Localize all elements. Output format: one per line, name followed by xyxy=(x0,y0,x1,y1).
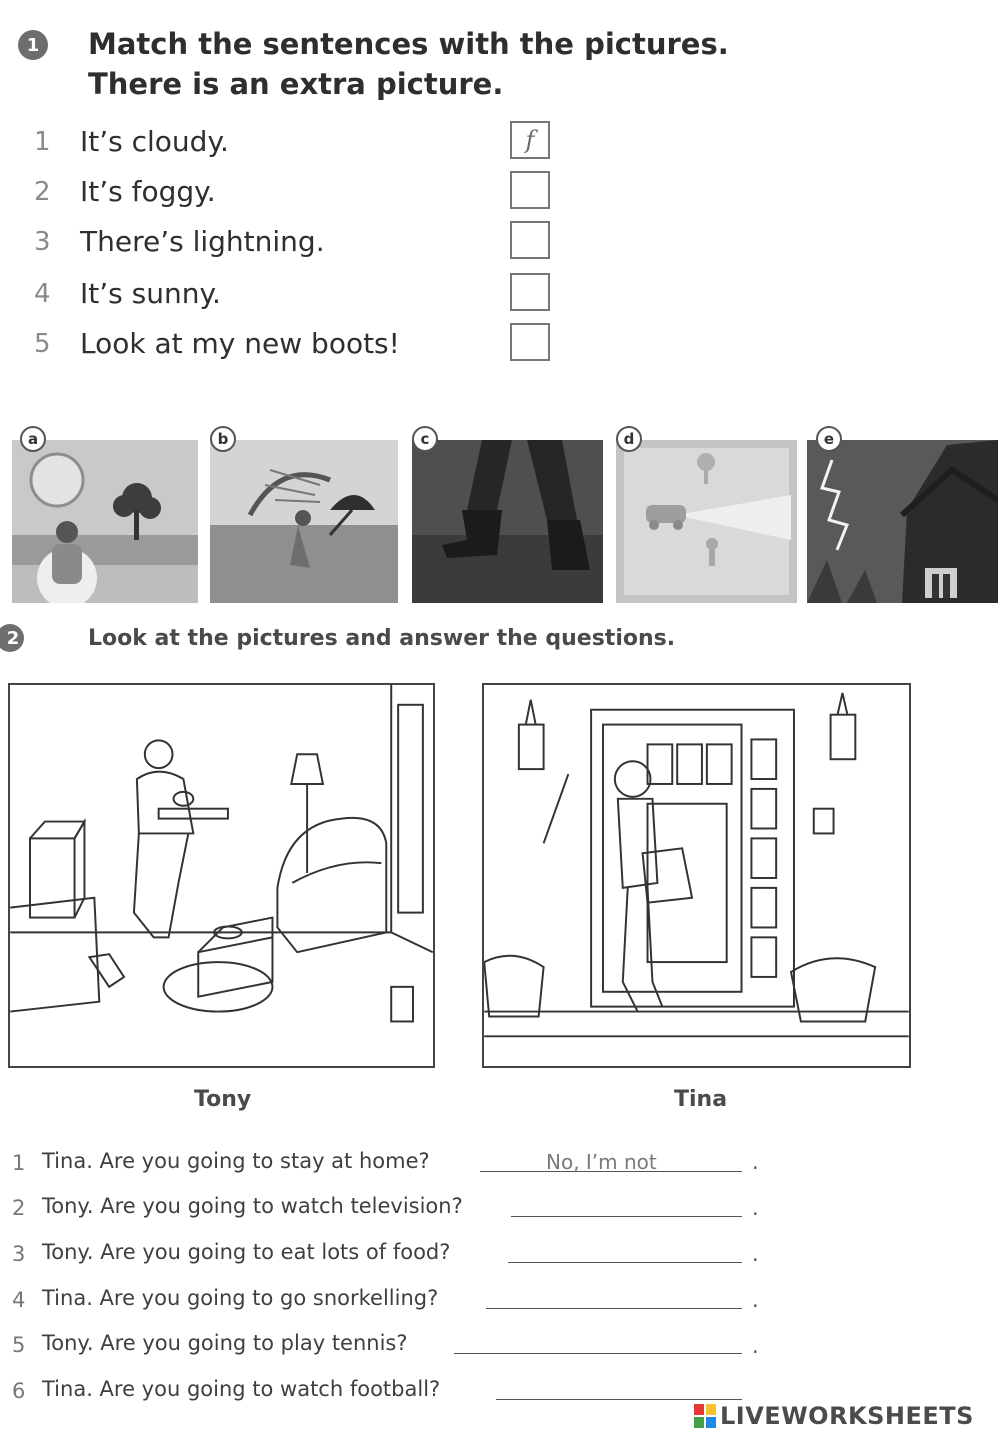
question-5-number: 5 xyxy=(12,1333,26,1357)
picture-e-lightning xyxy=(807,440,998,603)
sentence-3-number: 3 xyxy=(34,227,51,257)
picture-b-windy xyxy=(210,440,398,603)
picture-e-letter: e xyxy=(816,426,842,452)
foggy-road-illustration xyxy=(616,440,797,603)
caption-tina: Tina xyxy=(674,1087,728,1112)
question-6-answer-line[interactable] xyxy=(496,1399,742,1400)
sentence-3-answer-box[interactable] xyxy=(510,221,550,259)
sentence-5-answer-box[interactable] xyxy=(510,323,550,361)
exercise-2-number-badge xyxy=(0,624,24,652)
exercise-1-number-badge xyxy=(18,30,48,60)
tina-front-door-drawing xyxy=(484,685,909,1066)
question-3-text: Tony. Are you going to eat lots of food? xyxy=(42,1240,451,1264)
question-6-text: Tina. Are you going to watch football? xyxy=(42,1377,441,1401)
tony-living-room-scene xyxy=(8,683,435,1068)
liveworksheets-brand[interactable] xyxy=(694,1402,974,1430)
sentence-4-answer-box[interactable] xyxy=(510,273,550,311)
tina-front-door-scene xyxy=(482,683,911,1068)
exercise-2-number: 2 xyxy=(6,627,20,649)
question-1-answer[interactable]: No, I’m not xyxy=(546,1150,657,1174)
question-1-period: . xyxy=(752,1150,759,1174)
picture-a-sunny xyxy=(12,440,198,603)
question-5-period: . xyxy=(752,1334,759,1358)
picture-d-letter: d xyxy=(616,426,642,452)
question-5-text: Tony. Are you going to play tennis? xyxy=(42,1331,408,1355)
question-4-number: 4 xyxy=(12,1288,26,1312)
sentence-1-number: 1 xyxy=(34,127,51,157)
picture-b-letter: b xyxy=(210,426,236,452)
question-1-number: 1 xyxy=(12,1151,26,1175)
picture-d-foggy xyxy=(616,440,797,603)
picture-c-boots xyxy=(412,440,603,603)
question-6-number: 6 xyxy=(12,1379,26,1403)
question-2-answer-line[interactable] xyxy=(511,1216,742,1217)
liveworksheets-brand-text: LIVEWORKSHEETS xyxy=(720,1402,974,1430)
question-3-period: . xyxy=(752,1242,759,1266)
question-5-answer-line[interactable] xyxy=(454,1353,742,1354)
sentence-2-text: It’s foggy. xyxy=(80,175,216,208)
question-2-number: 2 xyxy=(12,1196,26,1220)
sentence-1-text: It’s cloudy. xyxy=(80,125,229,158)
sentence-2-number: 2 xyxy=(34,177,51,207)
question-1-text: Tina. Are you going to stay at home? xyxy=(42,1149,430,1173)
exercise-1-title-line-2: There is an extra picture. xyxy=(88,67,504,101)
sentence-5-text: Look at my new boots! xyxy=(80,327,400,360)
picture-a-letter: a xyxy=(20,426,46,452)
question-3-answer-line[interactable] xyxy=(508,1262,742,1263)
sentence-5-number: 5 xyxy=(34,329,51,359)
sentence-3-text: There’s lightning. xyxy=(80,225,325,258)
question-4-period: . xyxy=(752,1288,759,1312)
question-3-number: 3 xyxy=(12,1242,26,1266)
exercise-1-number: 1 xyxy=(26,34,40,56)
windy-storm-illustration xyxy=(210,440,398,603)
boots-walking-photo xyxy=(412,440,603,603)
question-2-text: Tony. Are you going to watch television? xyxy=(42,1194,463,1218)
exercise-2-title: Look at the pictures and answer the questions. xyxy=(88,626,676,651)
sunny-beach-illustration xyxy=(12,440,198,603)
picture-c-letter: c xyxy=(412,426,438,452)
exercise-1-title-line-1: Match the sentences with the pictures. xyxy=(88,27,729,61)
sentence-2-answer-box[interactable] xyxy=(510,171,550,209)
liveworksheets-logo-icon xyxy=(694,1404,716,1428)
sentence-4-text: It’s sunny. xyxy=(80,277,221,310)
sentence-1-answer-box[interactable]: f xyxy=(510,121,550,159)
exercise-1-title xyxy=(88,24,729,104)
question-4-text: Tina. Are you going to go snorkelling? xyxy=(42,1286,439,1310)
question-2-period: . xyxy=(752,1196,759,1220)
lightning-house-illustration xyxy=(807,440,998,603)
tony-living-room-drawing xyxy=(10,685,433,1066)
sentence-4-number: 4 xyxy=(34,279,51,309)
question-4-answer-line[interactable] xyxy=(486,1308,742,1309)
caption-tony: Tony xyxy=(194,1087,252,1112)
